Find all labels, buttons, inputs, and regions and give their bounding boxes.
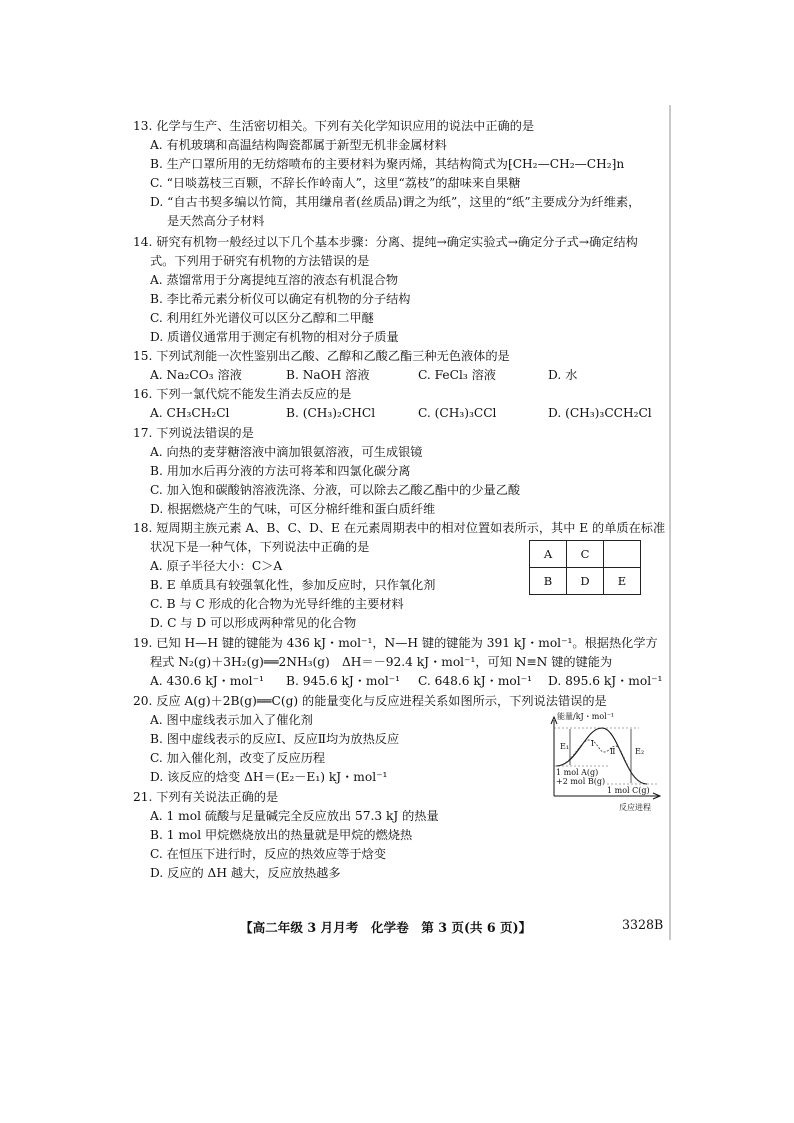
option-17b: B. 用加水后再分液的方法可将苯和四氯化碳分离 [150,464,411,478]
option-20d: D. 该反应的焓变 ΔH＝(E₂－E₁) kJ・mol⁻¹ [150,770,388,784]
option-20c: C. 加入催化剂，改变了反应历程 [150,751,326,765]
table-cell [604,541,641,568]
question-21: 21. 下列有关说法正确的是 [133,790,279,804]
table-cell: C [567,541,604,568]
product-label: 1 mol C(g) [607,786,650,795]
energy-diagram [547,712,667,820]
question-14-line2: 式。下列用于研究有机物的方法错误的是 [150,254,370,268]
page-footer: 【高二年级 3 月月考 化学卷 第 3 页(共 6 页)】 [240,920,532,935]
option-20b: B. 图中虚线表示的反应Ⅰ、反应Ⅱ均为放热反应 [150,732,400,746]
option-16b: B. (CH₃)₂CHCl [286,406,376,420]
option-13c: C. “日啖荔枝三百颗，不辞长作岭南人”，这里“荔枝”的甜味来自果糖 [150,176,521,190]
option-16c: C. (CH₃)₃CCl [418,406,497,420]
question-15: 15. 下列试剂能一次性鉴别出乙酸、乙醇和乙酸乙酯三种无色液体的是 [133,349,510,363]
reactant-label-1: 1 mol A(g) [556,768,599,777]
e1-label: E₁ [560,742,570,751]
option-19b: B. 945.6 kJ・mol⁻¹ [286,674,401,688]
table-cell: B [530,568,567,595]
option-19a: A. 430.6 kJ・mol⁻¹ [150,674,264,688]
polymer-formula: ⁅CH₂—CH₂—CH₂⁆n [507,157,625,171]
option-18b: B. E 单质具有较强氧化性，参加反应时，只作氧化剂 [150,578,436,592]
question-17: 17. 下列说法错误的是 [133,426,254,440]
option-15a: A. Na₂CO₃ 溶液 [150,368,242,382]
option-20a: A. 图中虚线表示加入了催化剂 [150,713,313,727]
option-15b: B. NaOH 溶液 [286,368,370,382]
option-15d: D. 水 [548,368,578,382]
option-13b [150,156,624,172]
question-14-line1: 14. 研究有机物一般经过以下几个基本步骤：分离、提纯→确定实验式→确定分子式→确定结构 [133,235,638,249]
option-13d-line2: 是天然高分子材料 [167,214,265,228]
question-18-line1: 18. 短周期主族元素 A、B、C、D、E 在元素周期表中的相对位置如表所示，其中 E 的单质在标准 [133,521,666,535]
option-14c: C. 利用红外光谱仪可以区分乙醇和二甲醚 [150,311,374,325]
option-14b: B. 李比希元素分析仪可以确定有机物的分子结构 [150,292,411,306]
table-cell: A [530,541,567,568]
periodic-table-fragment [529,540,641,595]
question-19-line2: 程式 N₂(g)＋3H₂(g)══2NH₃(g) ΔH＝－92.4 kJ・mol⁻¹，可知 N≡N 键的键能为 [150,655,613,669]
option-13a: A. 有机玻璃和高温结构陶瓷都属于新型无机非金属材料 [150,138,447,152]
option-15c: C. FeCl₃ 溶液 [418,368,496,382]
option-19c: C. 648.6 kJ・mol⁻¹ [418,674,532,688]
option-21b: B. 1 mol 甲烷燃烧放出的热量就是甲烷的燃烧热 [150,828,413,842]
option-19d: D. 895.6 kJ・mol⁻¹ [548,674,663,688]
option-18c: C. B 与 C 形成的化合物为光导纤维的主要材料 [150,597,404,611]
option-13b-text: B. 生产口罩所用的无纺熔喷布的主要材料为聚丙烯，其结构简式为 [150,157,508,171]
option-17d: D. 根据燃烧产生的气味，可区分棉纤维和蛋白质纤维 [150,502,436,516]
y-axis-label: 能量/kJ・mol⁻¹ [557,712,615,721]
option-16d: D. (CH₃)₃CCH₂Cl [548,406,652,420]
question-19-line1: 19. 已知 H—H 键的键能为 436 kJ・mol⁻¹，N—H 键的键能为 391 kJ・mol⁻¹。根据热化学方 [133,636,658,650]
option-18d: D. C 与 D 可以形成两种常见的化合物 [150,616,357,630]
option-21d: D. 反应的 ΔH 越大，反应放热越多 [150,866,341,880]
binding-rule [669,105,671,940]
table-row [530,568,641,595]
question-18-line2: 状况下是一种气体，下列说法中正确的是 [150,540,370,554]
option-14d: D. 质谱仪通常用于测定有机物的相对分子质量 [150,330,399,344]
option-17c: C. 加入饱和碳酸钠溶液洗涤、分液，可以除去乙酸乙酯中的少量乙酸 [150,483,521,497]
option-21a: A. 1 mol 硫酸与足量碱完全反应放出 57.3 kJ 的热量 [150,809,439,823]
option-17a: A. 向热的麦芽糖溶液中滴加银氨溶液，可生成银镜 [150,445,423,459]
path-i-label: Ⅰ [591,739,595,748]
question-20: 20. 反应 A(g)＋2B(g)══C(g) 的能量变化与反应进程关系如图所示，下列说法错误的是 [133,694,607,708]
x-axis-label: 反应进程 [619,803,651,812]
option-16a: A. CH₃CH₂Cl [150,406,230,420]
question-13: 13. 化学与生产、生活密切相关。下列有关化学知识应用的说法中正确的是 [133,119,535,133]
option-18a: A. 原子半径大小：C＞A [150,559,283,573]
e2-label: E₂ [635,747,645,756]
path-ii-label: Ⅱ [610,747,616,756]
paper-code: 3328B [622,917,664,932]
option-13d-line1: D. “自古书契多编以竹简，其用缣帛者(丝质品)谓之为纸”，这里的“纸”主要成分为纤维素， [150,195,641,209]
question-16: 16. 下列一氯代烷不能发生消去反应的是 [133,387,352,401]
reactant-label-2: +2 mol B(g) [556,777,606,786]
option-14a: A. 蒸馏常用于分离提纯互溶的液态有机混合物 [150,273,399,287]
option-21c: C. 在恒压下进行时，反应的热效应等于焓变 [150,847,387,861]
table-row [530,541,641,568]
table-cell: D [567,568,604,595]
table-cell: E [604,568,641,595]
